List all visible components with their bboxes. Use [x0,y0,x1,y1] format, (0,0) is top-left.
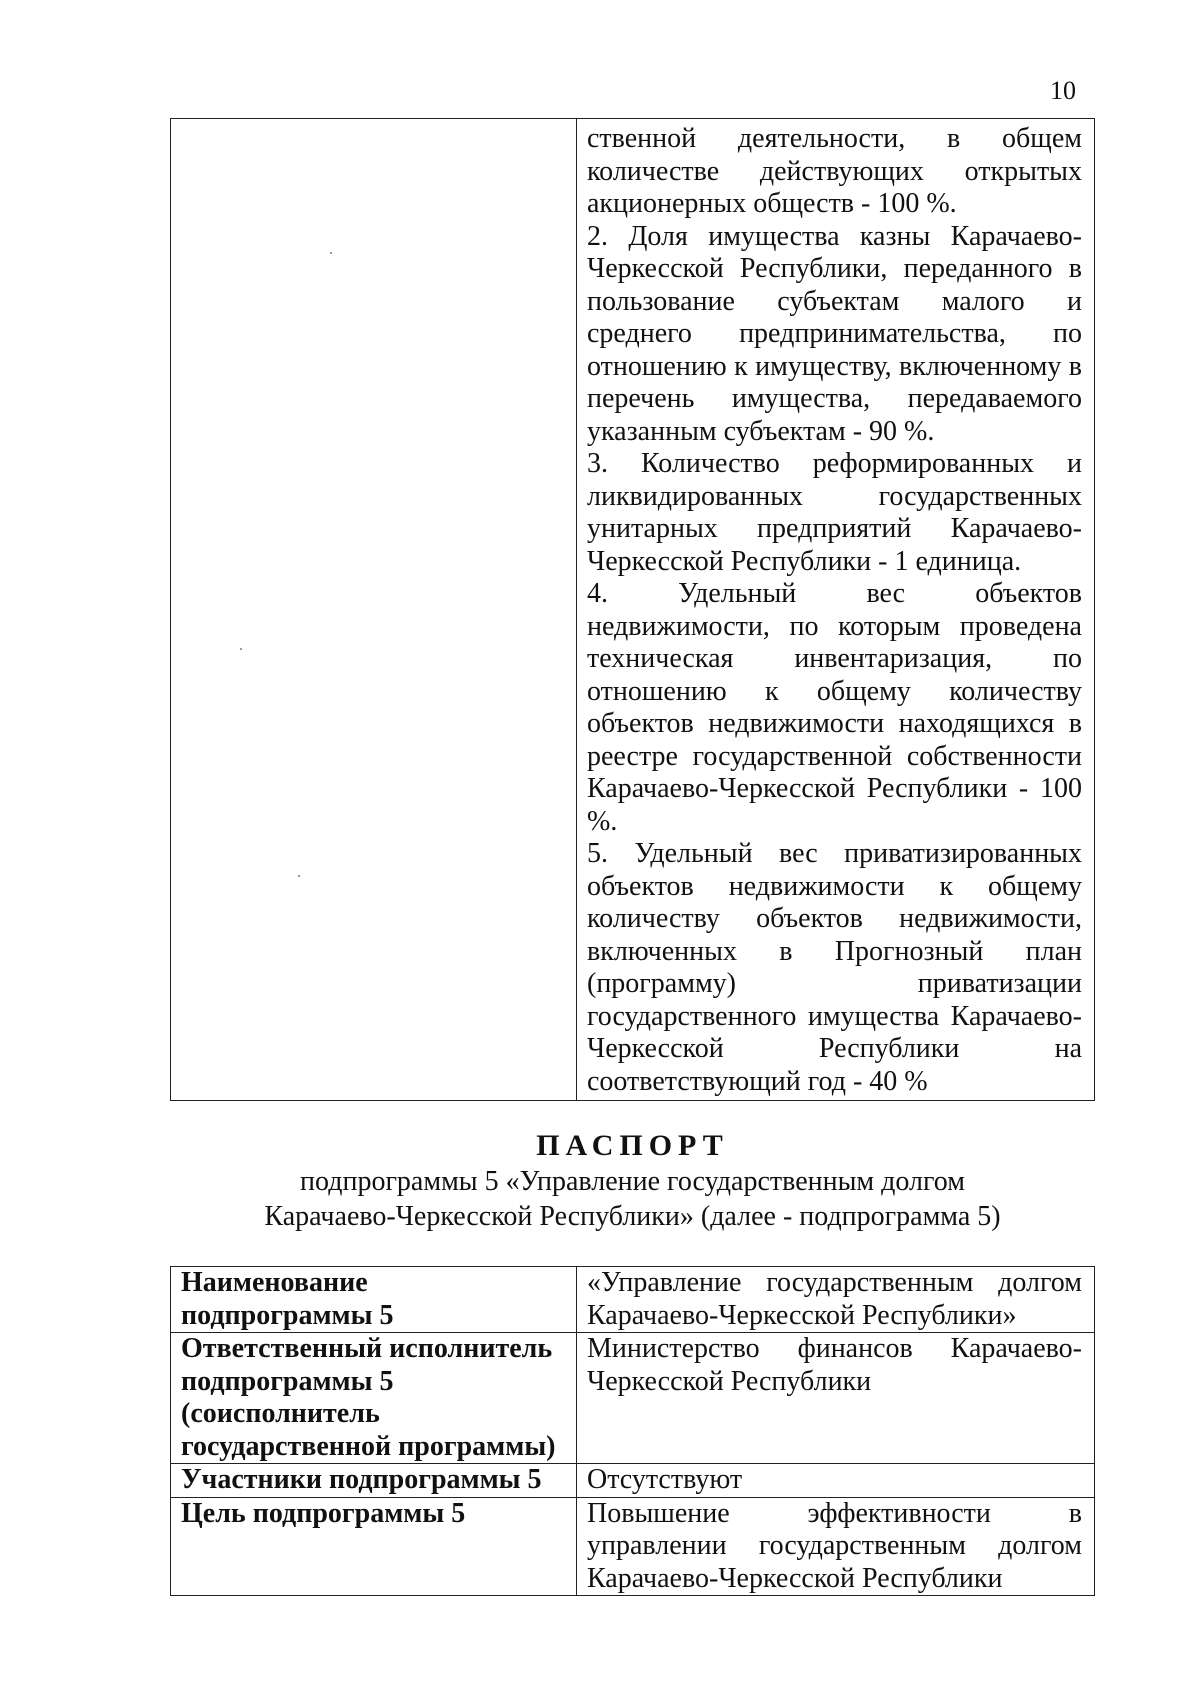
row-value: Отсутствуют [577,1464,1095,1498]
page-number: 10 [1050,76,1076,105]
table-row [171,1333,1095,1464]
indicator-paragraph: 5. Удельный вес приватизированных объектов недвижимости к общему количеству объектов недвижимости, включенных в Прогнозный план (программу) приватизации государственного имущества Карачаево-Черкесской Республики на соответствующий год - 40 % [587,838,1082,1097]
row-value: Министерство финансов Карачаево-Черкесской Республики [577,1333,1095,1464]
indicator-paragraph: ственной деятельности, в общем количестве действующих открытых акционерных обществ - 100 %. [587,123,1082,219]
passport-heading [170,1128,1095,1234]
row-label: Наименование подпрограммы 5 [171,1267,577,1333]
indicators-continuation-table [170,118,1095,1101]
row-value: Повышение эффективности в управлении государственным долгом Карачаево-Черкесской Республики [577,1497,1095,1596]
scan-speck [240,648,242,650]
table-row [171,1267,1095,1333]
table-row [171,119,1095,1101]
row-label: Цель подпрограммы 5 [171,1497,577,1596]
indicator-paragraph: 2. Доля имущества казны Карачаево-Черкесской Республики, переданного в пользование субъектам малого и среднего предпринимательства, по отношению к имуществу, включенному в перечень имущества, передаваемого указанным субъектам - 90 %. [587,220,1082,447]
empty-left-cell [171,119,577,1101]
passport-subtitle-line: подпрограммы 5 «Управление государственным долгом [300,1166,965,1197]
passport-table [170,1266,1095,1596]
scan-speck [298,875,300,877]
row-label: Ответственный исполнитель подпрограммы 5 (соисполнитель государственной программы) [171,1333,577,1464]
indicator-paragraph: 3. Количество реформированных и ликвидированных государственных унитарных предприятий Карачаево-Черкесской Республики - 1 единица. [587,448,1082,577]
passport-title: ПАСПОРТ [536,1129,729,1162]
table-row [171,1464,1095,1498]
indicators-cell [577,119,1095,1101]
row-label: Участники подпрограммы 5 [171,1464,577,1498]
indicator-paragraph: 4. Удельный вес объектов недвижимости, по которым проведена техническая инвентаризация, по отношению к общему количеству объектов недвижимости находящихся в реестре государственной собственности Карачаево-Черкесской Республики - 100 %. [587,578,1082,837]
scan-speck [330,252,332,254]
table-row [171,1497,1095,1596]
passport-subtitle-line: Карачаево-Черкесской Республики» (далее - подпрограмма 5) [264,1201,1001,1232]
row-value: «Управление государственным долгом Карачаево-Черкесской Республики» [577,1267,1095,1333]
